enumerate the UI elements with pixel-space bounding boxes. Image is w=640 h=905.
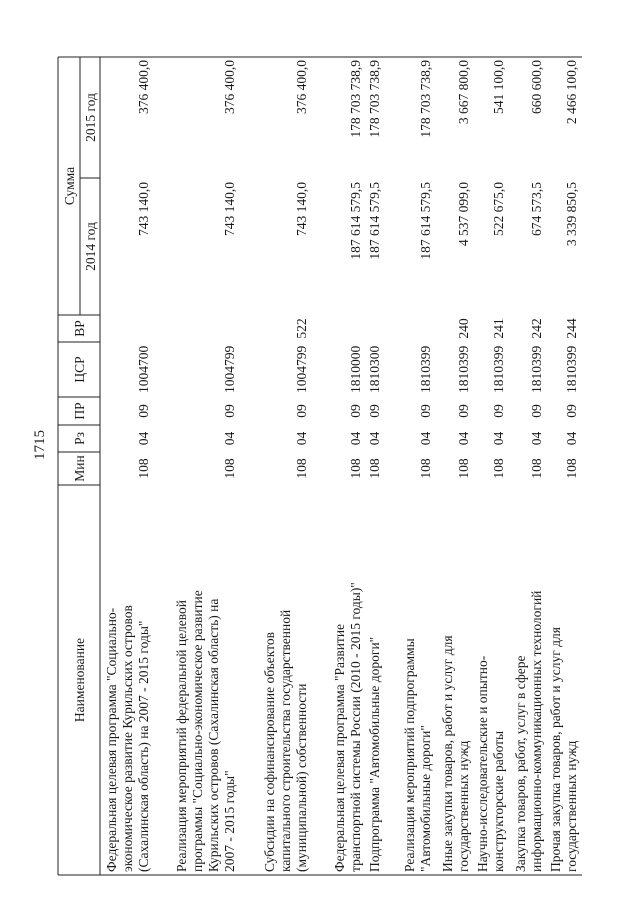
row-vr: 244 xyxy=(564,318,579,339)
row-min: 108 xyxy=(564,458,579,479)
row-name-line: Научно-исследовательские и опытно- xyxy=(475,655,490,872)
row-name-line: Реализация мероприятий федеральной целевой xyxy=(174,599,189,872)
row-csr: 1810399 xyxy=(491,345,506,393)
row-min: 108 xyxy=(367,458,382,479)
row-name-line: государственных нужд xyxy=(564,740,579,872)
row-2014: 187 614 579,5 xyxy=(348,182,363,260)
row-2014: 674 573,5 xyxy=(529,182,544,236)
row-pr: 09 xyxy=(294,404,309,418)
row-name-line: (Сахалинская область) на 2007 - 2015 годы" xyxy=(136,620,151,872)
row-name-line: информационно-коммуникационных технологий xyxy=(529,590,544,872)
row-csr: 1004799 xyxy=(294,345,309,393)
table-row xyxy=(367,60,382,872)
row-name-line: (муниципальной) собственности xyxy=(294,683,309,872)
row-name-line: Федеральная целевая программа "Социально- xyxy=(104,607,119,872)
row-2015: 541 100,0 xyxy=(491,60,506,114)
row-2015: 178 703 738,9 xyxy=(418,60,433,138)
row-2014: 743 140,0 xyxy=(222,182,237,236)
row-pr: 09 xyxy=(367,404,382,418)
row-rz: 04 xyxy=(136,431,151,446)
header-csr: ЦСР xyxy=(72,356,87,383)
row-name-line: Субсидии на софинансирование объектов xyxy=(262,632,277,872)
row-pr: 09 xyxy=(418,404,433,418)
row-2014: 3 339 850,5 xyxy=(564,182,579,247)
row-min: 108 xyxy=(136,458,151,479)
row-csr: 1810399 xyxy=(418,345,433,393)
table-row xyxy=(174,60,237,872)
row-2015: 178 703 738,9 xyxy=(367,60,382,138)
row-csr: 1810300 xyxy=(367,345,382,393)
row-pr: 09 xyxy=(136,404,151,418)
row-name-line: Прочая закупка товаров, работ и услуг для xyxy=(548,627,563,872)
row-rz: 04 xyxy=(564,431,579,446)
row-name-line: программы "Социально-экономическое развитие xyxy=(190,590,205,872)
row-name-line: "Автомобильные дороги" xyxy=(418,725,433,872)
row-csr: 1004799 xyxy=(222,345,237,393)
row-rz: 04 xyxy=(529,431,544,446)
row-2015: 2 466 100,0 xyxy=(564,60,579,125)
row-2014: 522 675,0 xyxy=(491,182,506,236)
row-min: 108 xyxy=(491,458,506,479)
row-name-line: 2007 - 2015 годы" xyxy=(222,770,237,872)
table-row xyxy=(440,60,471,872)
row-min: 108 xyxy=(418,458,433,479)
row-name-line: Иные закупки товаров, работ и услуг для xyxy=(440,635,455,872)
row-pr: 09 xyxy=(529,404,544,418)
row-csr: 1810399 xyxy=(456,345,471,393)
row-rz: 04 xyxy=(367,431,382,446)
table-row xyxy=(262,60,309,872)
row-min: 108 xyxy=(294,458,309,479)
row-2015: 376 400,0 xyxy=(222,60,237,114)
row-pr: 09 xyxy=(564,404,579,418)
table-row xyxy=(104,60,151,872)
row-name-line: Курильских островов (Сахалинская область) на xyxy=(206,598,221,872)
row-pr: 09 xyxy=(348,404,363,418)
table-row xyxy=(402,60,433,872)
row-rz: 04 xyxy=(491,431,506,446)
row-csr: 1810399 xyxy=(564,345,579,393)
row-rz: 04 xyxy=(456,431,471,446)
row-pr: 09 xyxy=(222,404,237,418)
row-2015: 178 703 738,9 xyxy=(348,60,363,138)
row-2015: 660 600,0 xyxy=(529,60,544,114)
row-2014: 743 140,0 xyxy=(136,182,151,236)
header-vr: ВР xyxy=(72,320,87,337)
table-row xyxy=(513,60,544,872)
row-rz: 04 xyxy=(348,431,363,446)
row-vr: 241 xyxy=(491,318,506,339)
row-name-line: капитального строительства государственной xyxy=(278,609,293,872)
row-min: 108 xyxy=(222,458,237,479)
row-csr: 1810000 xyxy=(348,345,363,393)
header-sum: Сумма xyxy=(62,166,77,206)
header-rz: Рз xyxy=(72,432,87,445)
row-min: 108 xyxy=(529,458,544,479)
row-rz: 04 xyxy=(222,431,237,446)
row-name-line: Федеральная целевая программа "Развитие xyxy=(332,623,347,872)
row-name-line: Подпрограмма "Автомобильные дороги" xyxy=(367,636,382,872)
table-row xyxy=(475,60,506,872)
header-2015: 2015 год xyxy=(83,93,98,142)
row-min: 108 xyxy=(456,458,471,479)
header-name: Наименование xyxy=(72,637,87,723)
row-pr: 09 xyxy=(456,404,471,418)
row-2015: 376 400,0 xyxy=(294,60,309,114)
row-csr: 1810399 xyxy=(529,345,544,393)
row-name-line: государственных нужд xyxy=(456,740,471,872)
row-rz: 04 xyxy=(418,431,433,446)
row-name-line: транспортной системы России (2010 - 2015 годы)" xyxy=(348,582,363,872)
row-2014: 743 140,0 xyxy=(294,182,309,236)
header-2014: 2014 год xyxy=(83,222,98,271)
row-min: 108 xyxy=(348,458,363,479)
table-row xyxy=(332,60,363,872)
row-vr: 242 xyxy=(529,318,544,339)
row-2015: 376 400,0 xyxy=(136,60,151,114)
row-2014: 4 537 099,0 xyxy=(456,182,471,247)
row-vr: 522 xyxy=(294,318,309,339)
row-vr: 240 xyxy=(456,318,471,339)
header-pr: ПР xyxy=(72,402,87,420)
row-name-line: Закупка товаров, работ, услуг в сфере xyxy=(513,655,528,872)
row-name-line: экономическое развитие Курильских островов xyxy=(120,605,135,872)
row-name-line: конструкторские работы xyxy=(491,730,506,872)
row-2015: 3 667 800,0 xyxy=(456,60,471,125)
budget-table xyxy=(58,57,582,875)
header-min: Мин xyxy=(72,455,87,482)
row-2014: 187 614 579,5 xyxy=(418,182,433,260)
row-rz: 04 xyxy=(294,431,309,446)
row-name-line: Реализация мероприятий подпрограммы xyxy=(402,638,417,872)
table-row xyxy=(548,60,579,872)
page-number: 1715 xyxy=(32,430,48,460)
row-2014: 187 614 579,5 xyxy=(367,182,382,260)
row-pr: 09 xyxy=(491,404,506,418)
row-csr: 1004700 xyxy=(136,345,151,393)
